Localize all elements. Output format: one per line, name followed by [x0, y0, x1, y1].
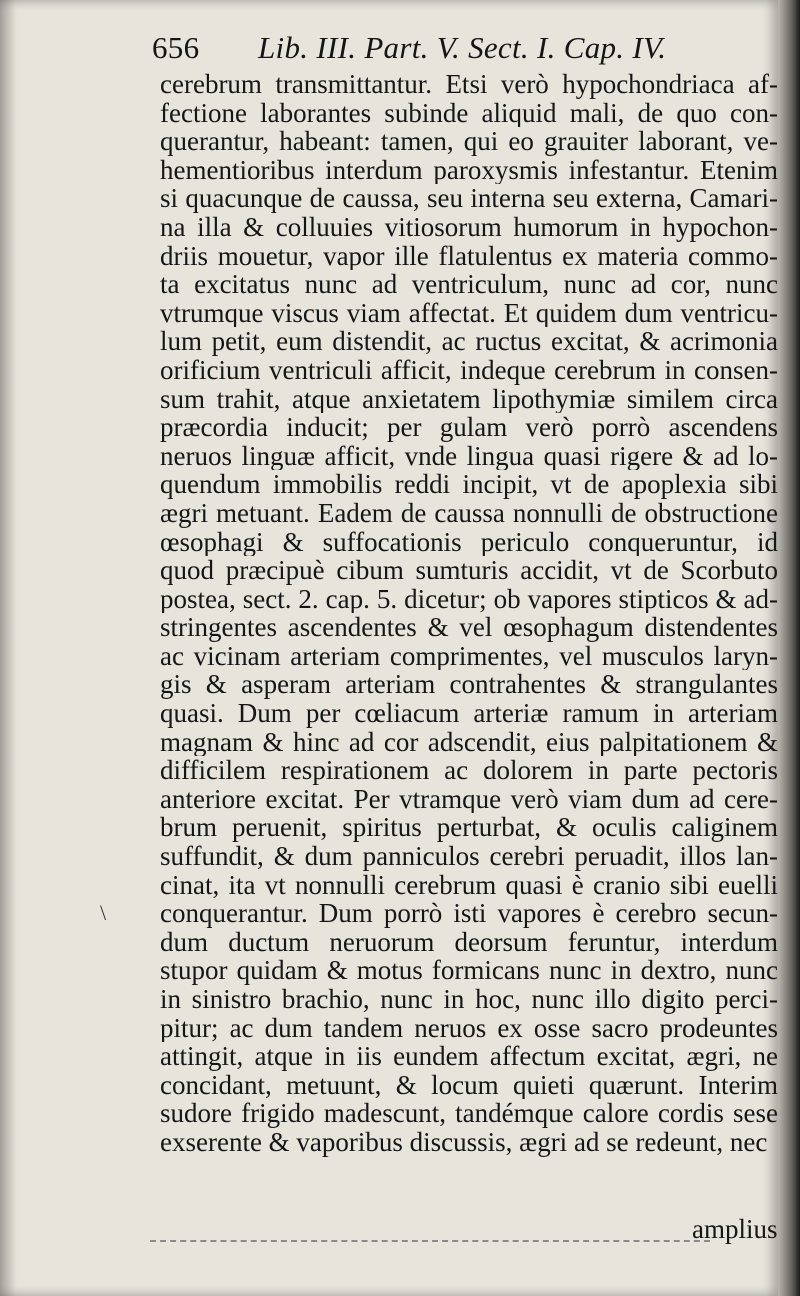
page-edge	[778, 0, 800, 1296]
text-line: quasi. Dum per cœliacum arteriæ ramum in arteriam	[160, 699, 778, 728]
text-line: suffundit, & dum panniculos cerebri peruadit, illos lan-	[160, 842, 778, 871]
text-line: cerebrum transmittantur. Etsi verò hypochondriaca af-	[160, 70, 778, 99]
text-line: vtrumque viscus viam affectat. Et quidem dum ventricu-	[160, 298, 778, 328]
text-line: stringentes ascendentes & vel œsophagum distendentes	[160, 613, 778, 642]
text-line: fectione laborantes subinde aliquid mali, de quo con-	[160, 98, 778, 128]
text-line: na illa & colluuies vitiosorum humorum in hypochon-	[160, 212, 778, 242]
text-line: postea, sect. 2. cap. 5. dicetur; ob vapores stipticos & ad-	[160, 584, 778, 614]
body-text	[160, 70, 780, 1157]
text-line: pitur; ac dum tandem neruos ex osse sacro prodeuntes	[160, 1013, 778, 1043]
text-line: driis mouetur, vapor ille flatulentus ex materia commo-	[160, 241, 778, 271]
text-line: conquerantur. Dum porrò isti vapores è cerebro secun-	[160, 899, 778, 928]
text-line: hementioribus interdum paroxysmis infestantur. Etenim	[160, 155, 778, 185]
text-line: cinat, ita vt nonnulli cerebrum quasi è cranio sibi euelli	[160, 870, 778, 900]
text-line: lum petit, eum distendit, ac ructus excitat, & acrimonia	[160, 327, 778, 356]
catchword: amplius	[692, 1214, 778, 1244]
running-header	[152, 30, 712, 66]
text-line: stupor quidam & motus formicans nunc in dextro, nunc	[160, 956, 778, 985]
text-line: sudore frigido madescunt, tandémque calore cordis sese	[160, 1099, 778, 1128]
margin-mark: \	[100, 900, 107, 925]
text-line: ta excitatus nunc ad ventriculum, nunc ad cor, nunc	[160, 270, 778, 299]
text-line: quod præcipuè cibum sumturis accidit, vt de Scorbuto	[160, 556, 778, 585]
text-line: in sinistro brachio, nunc in hoc, nunc illo digito perci-	[160, 985, 778, 1014]
text-line: difficilem respirationem ac dolorem in parte pectoris	[160, 756, 778, 785]
text-line: brum peruenit, spiritus perturbat, & oculis caliginem	[160, 813, 778, 843]
running-title: Lib. III. Part. V. Sect. I. Cap. IV.	[258, 30, 667, 65]
text-line: orificium ventriculi afficit, indeque cerebrum in consen-	[160, 355, 778, 385]
text-line: querantur, habeant: tamen, qui eo grauiter laborant, ve-	[160, 127, 778, 156]
text-line: neruos linguæ afficit, vnde lingua quasi rigere & ad lo-	[160, 441, 778, 471]
text-line: exserente & vaporibus discussis, ægri ad se redeunt, nec	[160, 1127, 768, 1157]
text-line: attingit, atque in iis eundem affectum excitat, ægri, ne	[160, 1042, 778, 1071]
text-line: si quacunque de caussa, seu interna seu externa, Camari-	[160, 184, 778, 213]
text-line: ægri metuant. Eadem de caussa nonnulli de obstructione	[160, 498, 778, 528]
bottom-rule	[150, 1240, 710, 1242]
text-line: quendum immobilis reddi incipit, vt de apoplexia sibi	[160, 470, 778, 499]
text-line: dum ductum neruorum deorsum feruntur, interdum	[160, 927, 778, 957]
text-line: magnam & hinc ad cor adscendit, eius palpitationem &	[160, 727, 778, 757]
text-line: concidant, metuunt, & locum quieti quærunt. Interim	[160, 1070, 778, 1100]
gutter-shadow	[0, 0, 16, 1296]
text-line: gis & asperam arteriam contrahentes & strangulantes	[160, 670, 778, 700]
text-line: sum trahit, atque anxietatem lipothymiæ similem circa	[160, 384, 778, 414]
text-line: anteriore excitat. Per vtramque verò viam dum ad cere-	[160, 784, 778, 814]
text-line: præcordia inducit; per gulam verò porrò ascendens	[160, 413, 778, 442]
text-line: ac vicinam arteriam comprimentes, vel musculos laryn-	[160, 641, 778, 671]
text-line: œsophagi & suffocationis periculo conqueruntur, id	[160, 527, 778, 557]
page-number: 656	[152, 30, 200, 65]
